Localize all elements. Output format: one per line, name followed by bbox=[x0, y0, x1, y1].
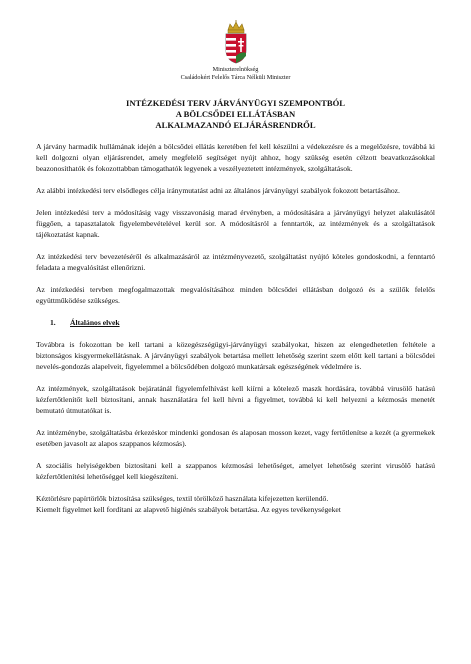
section-paragraph: Az intézménybe, szolgáltatásba érkezéskor mindenki gondosan és alaposan mosson kezet, vagy fertőtlenítse a kezét (a gyermekek esetében javasolt az alapos szappanos kézmosás). bbox=[36, 428, 435, 448]
section-number: 1. bbox=[50, 318, 56, 327]
intro-paragraph: A járvány harmadik hullámának idején a bölcsődei ellátás keretében fel kell készülni a védekezésre és a megelőzésre, továbbá ki kell dolgozni olyan eljárásrendet, amely megfelelő segítséget nyújt ahhoz, hogy szükség esetén célzott beavatkozásokkal beazonosíthatók és fokozottabban támogathatók legyenek a veszélyeztetett intézmények, szolgáltatások. bbox=[36, 142, 435, 173]
document-title bbox=[0, 98, 471, 131]
intro-paragraph: Az intézkedési terv bevezetéséről és alkalmazásáról az intézményvezető, szolgáltatást nyújtó köteles gondoskodni, a fenntartó feladata a megvalósítást ellenőrizni. bbox=[36, 252, 435, 272]
issuer-block bbox=[0, 66, 471, 82]
minister-title: Családokért Felelős Tárca Nélküli Miniszter bbox=[180, 74, 291, 81]
intro-paragraph: Az intézkedési tervben megfogalmazottak megvalósításához minden bölcsődei ellátásban dolgozó és a szülők felelős együttműködése szükséges. bbox=[36, 285, 435, 305]
section-paragraph: Kiemelt figyelmet kell fordítani az alapvető higiénés szabályok betartása. Az egyes tevékenységeket bbox=[36, 505, 341, 514]
section-heading bbox=[36, 317, 435, 328]
title-line-3: ALKALMAZANDÓ ELJÁRÁSRENDRŐL bbox=[155, 120, 316, 130]
section-paragraph: Továbbra is fokozottan be kell tartani a közegészségügyi-járványügyi szabályokat, hiszen az elengedhetetlen feltétele a biztonságos kisgyermekellátásnak. A járványügyi szabályok betartása mellett lehetőség szerint szem előtt kell tartani a bölcsődei nevelés-gondozás alapelveit, figyelemmel a bölcsődében dolgozó munkatársak egészségének védelmére is. bbox=[36, 340, 435, 371]
title-line-2: A BÖLCSŐDEI ELLÁTÁSBAN bbox=[175, 109, 296, 119]
section-paragraph: Az intézmények, szolgáltatások bejáratánál figyelemfelhívást kell kiírni a kötelező maszk hordására, továbbá virusölő hatású kézfertőtlenítőt kell biztosítani, annak használatára fel kell hívni a figyelmet, továbbá ki kell helyezni a kézmosás menetét bemutató útmutatókat is. bbox=[36, 384, 435, 415]
section-paragraph: A szociális helyiségekben biztosítani kell a szappanos kézmosási lehetőséget, amelyet lehetőség szerint virusölő hatású kézfertőtlenítési lehetőséggel kell kiegészíteni. bbox=[36, 461, 435, 481]
intro-paragraph: Az alábbi intézkedési terv elsődleges célja iránymutatást adni az általános járványügyi szabályok fokozott betartásához. bbox=[36, 186, 400, 195]
intro-paragraph: Jelen intézkedési terv a módosításig vagy visszavonásig marad érvényben, a módosítására a járványügyi helyzet alakulásától függően, a tapasztalatok figyelembevételével kerül sor. A módosításról a fenntartók, az intézmények és a szolgáltatások tájékoztatást kapnak. bbox=[36, 208, 435, 239]
document-body bbox=[36, 141, 435, 515]
section-paragraph: Kéztörlésre papírtörlők biztosítása szükséges, textil törölköző használata kifejezetten kerülendő. bbox=[36, 494, 329, 503]
ministry-name: Miniszterelnökség bbox=[212, 66, 259, 73]
section-title: Általános elvek bbox=[70, 318, 120, 327]
title-line-1: INTÉZKEDÉSI TERV JÁRVÁNYÜGYI SZEMPONTBÓL bbox=[126, 98, 345, 108]
hungarian-coat-of-arms-icon bbox=[222, 20, 250, 64]
